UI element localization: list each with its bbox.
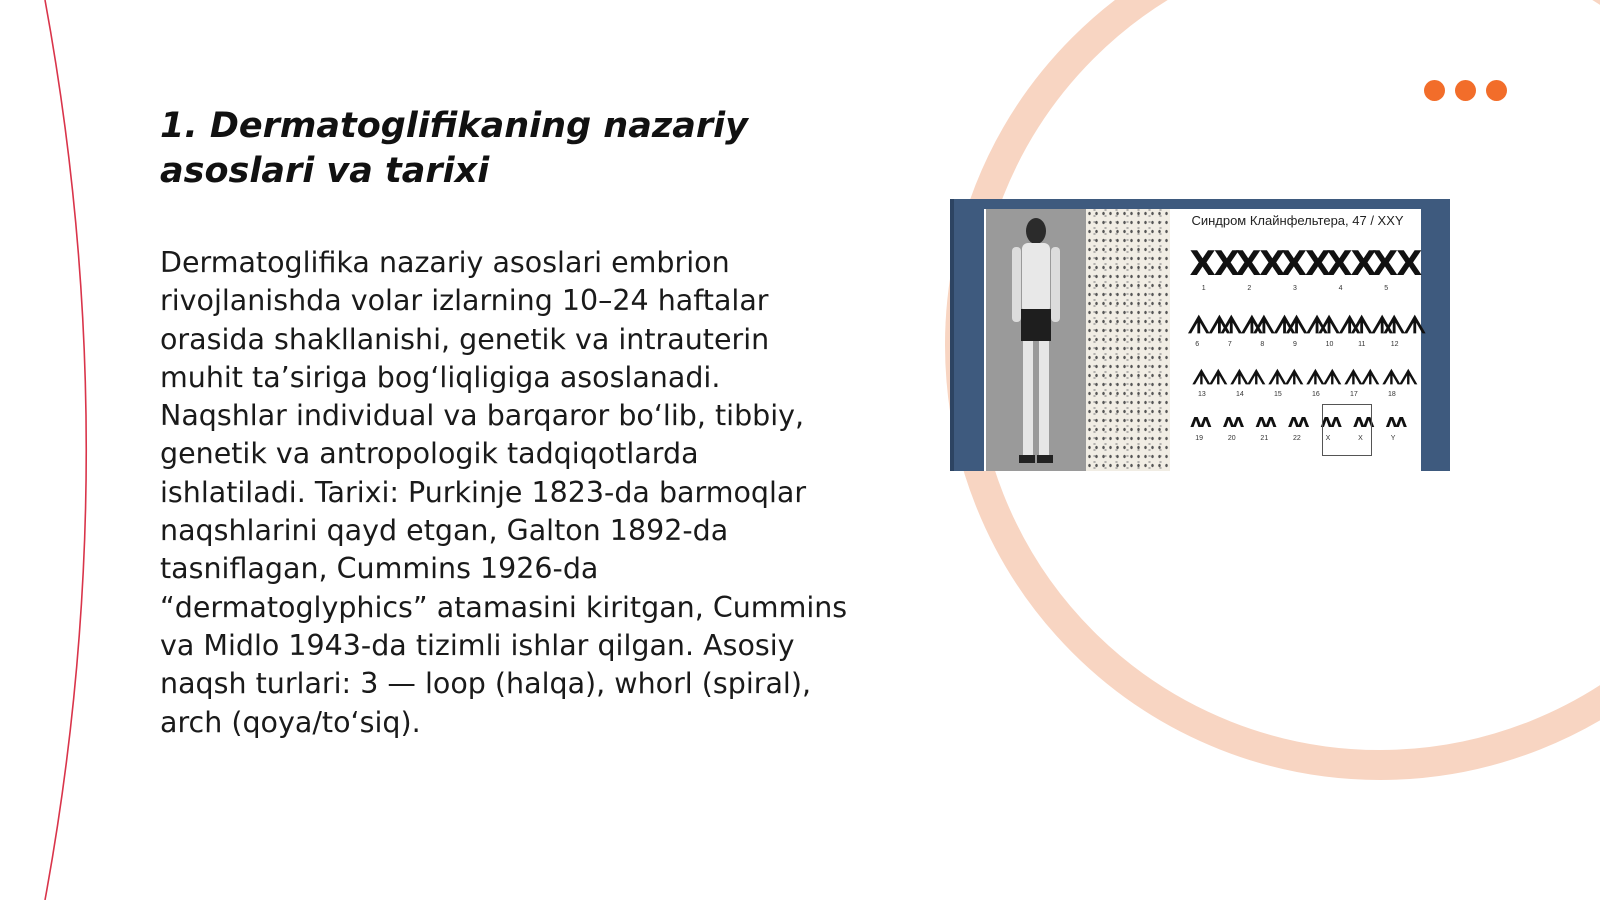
- dot-icon: [1486, 80, 1507, 101]
- figure-panel: [984, 209, 1425, 471]
- chromosome-pair: ᗑᗑ: [1230, 365, 1264, 389]
- karyotype-diagram: [1174, 209, 1425, 471]
- chromosome-number: 16: [1312, 391, 1320, 398]
- chromosome-pair: ᗑᗑ: [1344, 365, 1378, 389]
- chromosome-number: 7: [1227, 341, 1232, 348]
- chromosome-pair: ᴧᴧ: [1287, 411, 1308, 432]
- menu-dots-icon: [1424, 80, 1507, 101]
- chromosome-pair: ХХ: [1235, 244, 1284, 284]
- chromosome-pair: ХХ: [1371, 244, 1421, 284]
- chromosome-pair: ᗑᗑ: [1317, 311, 1359, 339]
- chromosome-number: 21: [1260, 435, 1269, 442]
- cell-smear-image: [1086, 209, 1170, 471]
- chromosome-number: 18: [1388, 391, 1396, 398]
- klinefelter-figure: [950, 199, 1450, 471]
- slide-body-text: Dermatoglifika nazariy asoslari embrion rivojlanishda volar izlarning 10–24 haftalar orasida shakllanishi, genetik va intrauterin muhit ta’siriga bog‘liqligiga asoslanadi. Naqshlar individual va barqaror bo‘lib, tibbiy, genetik va antropologik tadqiqotlarda ishlatiladi. Tarixi: Purkinje 1823-da barmoqlar naqshlarini qayd etgan, Galton 1892-da tasniflagan, Cummins 1926-da “dermatoglyphics” atamasini kiritgan, Cummins va Midlo 1943-da tizimli ishlar qilgan. Asosiy naqsh turlari: 3 — loop (halqa), whorl (spiral), arch (qoya/to‘siq).: [160, 246, 848, 739]
- chromosome-number: 20: [1227, 435, 1236, 442]
- chromosome-number: 6: [1195, 341, 1200, 348]
- left-edge-curve: [45, 0, 86, 900]
- dot-icon: [1455, 80, 1476, 101]
- chromosome-number: 4: [1338, 285, 1343, 292]
- chromosome-pair: ХХ: [1280, 244, 1330, 284]
- chromosome-number: X: [1358, 435, 1363, 442]
- chromosome-pair: ᴧᴧ: [1255, 411, 1275, 432]
- patient-photo: [986, 209, 1086, 471]
- karyotype-caption: Синдром Клайнфельтера, 47 / XXY: [1191, 213, 1404, 228]
- chromosome-number: 9: [1293, 341, 1297, 348]
- chromosome-pair: ХХ: [1326, 244, 1375, 284]
- chromosome-pair: ᗑᗑ: [1285, 311, 1327, 339]
- chromosome-pair: ХХ: [1189, 244, 1238, 284]
- chromosome-number: X: [1325, 435, 1331, 442]
- sex-chromosomes-box: [1322, 404, 1372, 456]
- chromosome-number: 15: [1274, 391, 1282, 398]
- chromosome-number: 12: [1390, 341, 1399, 348]
- chromosome-number: 1: [1201, 285, 1206, 292]
- chromosome-number: 19: [1195, 435, 1204, 442]
- chromosome-pair: ᗑᗑ: [1187, 311, 1229, 339]
- chromosome-number: 14: [1236, 391, 1244, 398]
- chromosome-number: 5: [1384, 285, 1389, 292]
- chromosome-pair: ᴧᴧ: [1190, 411, 1210, 432]
- chromosome-pair: ᴧᴧ: [1320, 411, 1340, 432]
- chromosome-pair: ᗑᗑ: [1220, 311, 1262, 339]
- slide-title: 1. Dermatoglifikaning nazariy asoslari va tarixi: [160, 106, 748, 191]
- chromosome-pair: ᗑᗑ: [1306, 365, 1340, 389]
- chromosome-pair: ᴧᴧ: [1353, 411, 1373, 432]
- chromosome-pair: ᴧᴧ: [1385, 411, 1406, 432]
- chromosome-pair: ᗑᗑ: [1382, 365, 1416, 389]
- chromosome-number: 11: [1358, 341, 1366, 348]
- chromosome-number: 13: [1198, 391, 1206, 398]
- chromosome-number: 10: [1325, 341, 1334, 348]
- chromosome-pair: ᗑᗑ: [1192, 365, 1226, 389]
- chromosome-number: Y: [1390, 435, 1396, 442]
- chromosome-pair: ᗑᗑ: [1382, 311, 1425, 339]
- chromosome-pair: ᗑᗑ: [1252, 311, 1294, 339]
- chromosome-number: 3: [1293, 285, 1297, 292]
- chromosome-number: 22: [1293, 435, 1301, 442]
- chromosome-number: 17: [1350, 391, 1358, 398]
- dot-icon: [1424, 80, 1445, 101]
- chromosome-number: 8: [1260, 341, 1265, 348]
- chromosome-number: 2: [1247, 285, 1252, 292]
- chromosome-pair: ᗑᗑ: [1350, 311, 1392, 339]
- chromosome-pair: ᗑᗑ: [1268, 365, 1302, 389]
- chromosome-pair: ᴧᴧ: [1222, 411, 1243, 432]
